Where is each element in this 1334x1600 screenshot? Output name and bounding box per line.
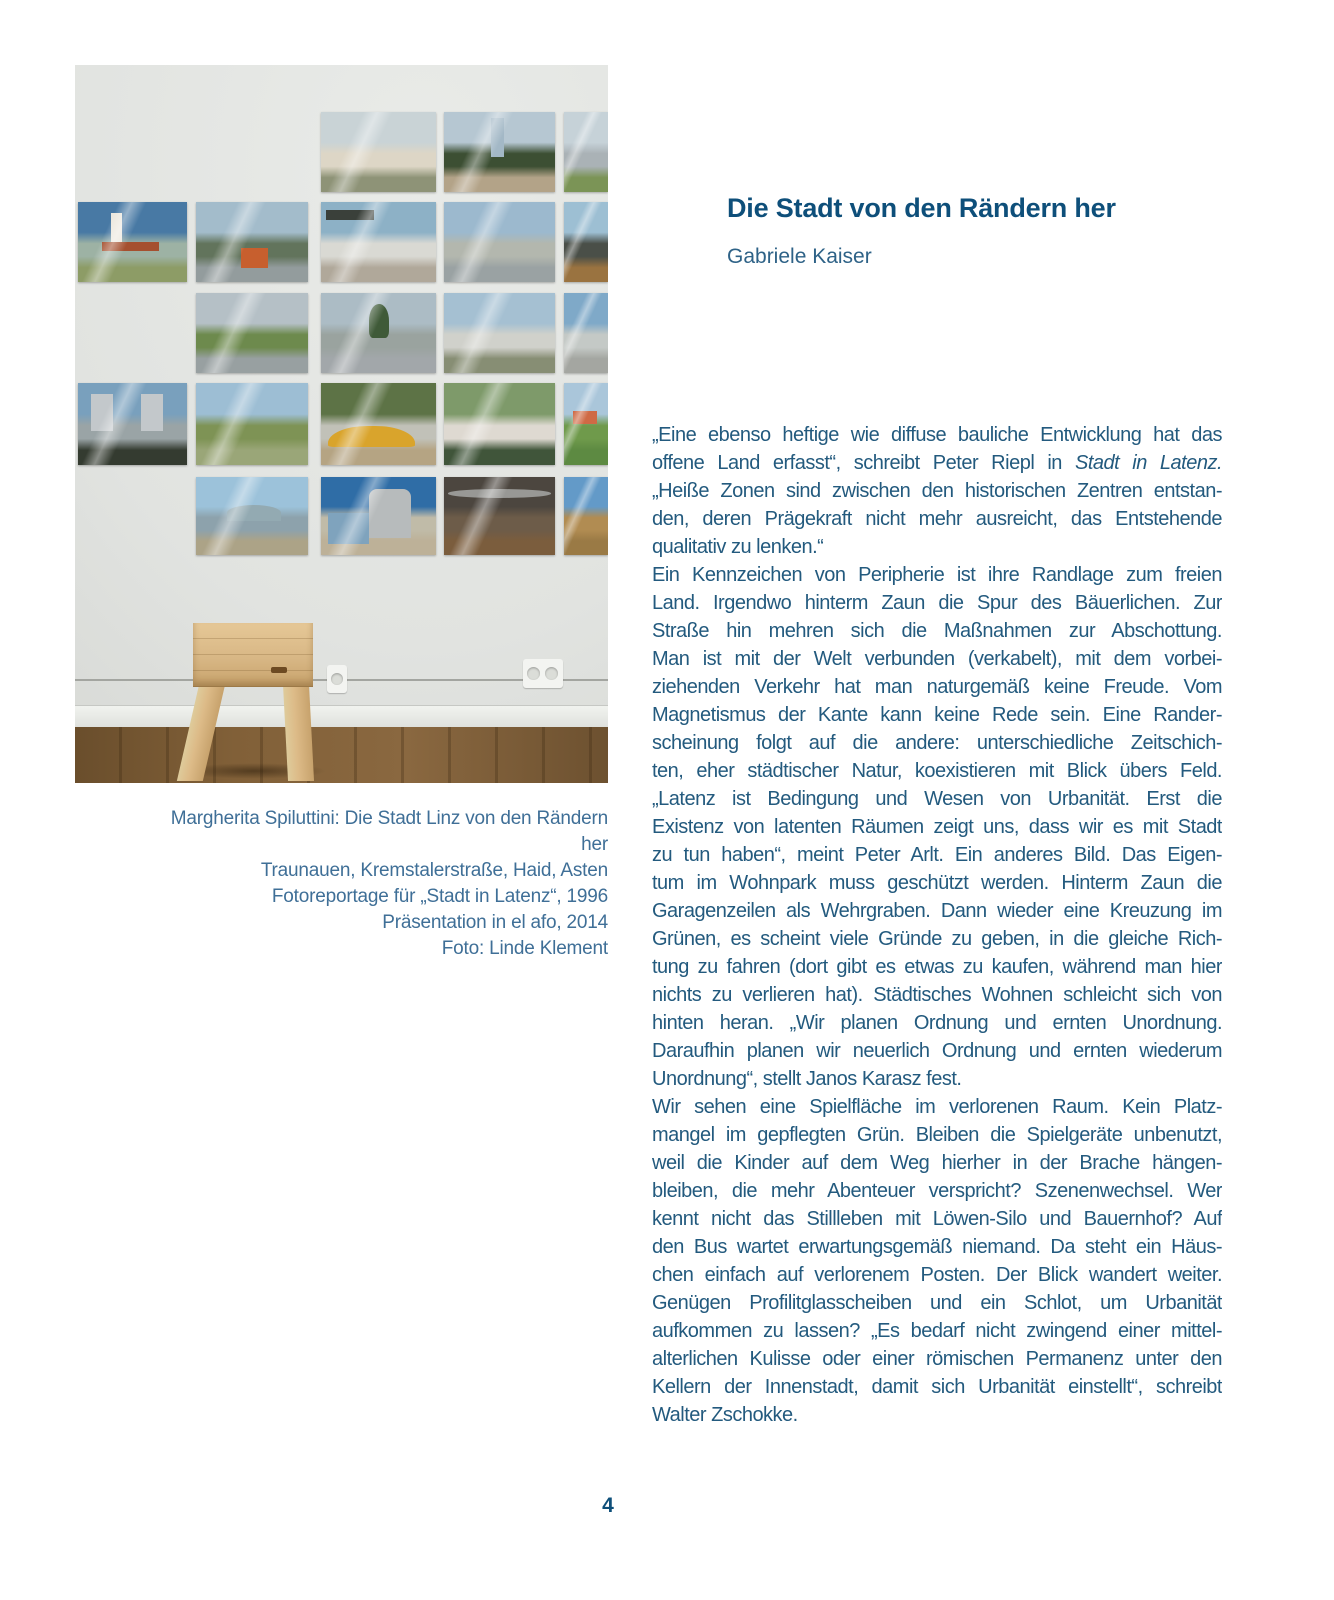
body-line: „Eine ebenso heftige wie diffuse bauliche Entwicklung hat das	[652, 424, 1222, 446]
wall-photo-tanzbar-building	[321, 202, 436, 282]
photo-detail	[369, 489, 410, 537]
body-line: qualitativ zu lenken.“	[652, 536, 824, 558]
photo-detail	[227, 505, 281, 521]
photo-detail	[573, 411, 597, 424]
caption-line: Präsentation in el afo, 2014	[382, 912, 608, 933]
photo-detail	[328, 426, 415, 447]
wall-photo-industrial-concrete-silos	[78, 383, 187, 465]
body-line: Grünen, es scheint viele Gründe zu geben, in die gleiche Rich-	[652, 928, 1222, 950]
power-outlet-single	[327, 665, 347, 693]
baseboard	[75, 705, 608, 728]
wall-photo-dark-hall-interior	[444, 477, 555, 555]
wall-photo-straight-road-tall-tree	[321, 293, 436, 373]
caption-line: Traunauen, Kremstalerstraße, Haid, Asten	[260, 860, 608, 881]
photo-detail	[328, 513, 369, 544]
body-line: hinten heran. „Wir planen Ordnung und ernten Unordnung.	[652, 1012, 1222, 1034]
body-line: Land. Irgendwo hinterm Zaun die Spur des Bäuerlichen. Zur	[652, 592, 1222, 614]
photo-detail	[102, 242, 159, 251]
photo-detail	[326, 210, 374, 220]
power-outlet-double	[523, 659, 563, 688]
body-line: kennt nicht das Stillleben mit Löwen-Silo und Bauernhof? Auf	[652, 1208, 1222, 1230]
page-number: 4	[602, 1494, 614, 1517]
body-line: den Bus wartet erwartungsgemäß niemand. Da steht ein Häus-	[652, 1236, 1222, 1258]
body-line: Daraufhin planen wir neuerlich Ordnung und ernten wiederum	[652, 1040, 1222, 1062]
body-line: bleiben, die mehr Abenteuer verspricht? Szenenwechsel. Wer	[652, 1180, 1222, 1202]
wall-photo-tower-and-poplars	[444, 112, 555, 192]
body-line: Kellern der Innenstadt, damit sich Urbanität einstellt“, schreibt	[652, 1376, 1222, 1398]
wall-photo-green-field-pylon-glare	[196, 293, 308, 373]
body-line: offene Land erfasst“, schreibt Peter Riepl in Stadt in Latenz.	[652, 452, 1222, 474]
body-line: Straße hin mehren sich die Maßnahmen zur Abschottung.	[652, 620, 1222, 642]
body-line: Existenz von latenten Räumen zeigt uns, dass wir es mit Stadt	[652, 816, 1222, 838]
photo-detail	[91, 394, 113, 430]
body-line: Ein Kennzeichen von Peripherie ist ihre Randlage zum freien	[652, 564, 1222, 586]
wall-photo-yellow-sportscar-camper	[321, 383, 436, 465]
photo-detail	[241, 248, 268, 267]
body-line: Garagenzeilen als Wehrgraben. Dann wieder eine Kreuzung im	[652, 900, 1222, 922]
wall-photo-glare-blue-building	[564, 293, 608, 373]
caption-line: Foto: Linde Klement	[441, 938, 608, 959]
figure-caption	[150, 806, 608, 962]
body-line: alterlichen Kulisse oder einer römischen Permanenz unter den	[652, 1348, 1222, 1370]
wooden-stool	[193, 623, 313, 687]
wood-floor	[75, 727, 608, 783]
exhibition-photograph	[75, 65, 608, 783]
stool-stamp	[271, 667, 287, 673]
stool-leg	[283, 685, 314, 781]
wall-photo-blue-house-round-silo	[321, 477, 436, 555]
wall-photo-street-bus-highrise	[196, 202, 308, 282]
caption-line: Margherita Spiluttini: Die Stadt Linz von den Rändern her	[170, 808, 608, 855]
body-line: „Latenz ist Bedingung und Wesen von Urbanität. Erst die	[652, 788, 1222, 810]
body-line: Walter Zschokke.	[652, 1404, 798, 1426]
body-line: scheinung folgt auf die andere: unterschiedliche Zeitschich-	[652, 732, 1222, 754]
wall-photo-white-house-with-trees	[321, 112, 436, 192]
body-line: Unordnung“, stellt Janos Karasz fest.	[652, 1068, 962, 1090]
caption-line: Fotoreportage für „Stadt in Latenz“, 1996	[271, 886, 608, 907]
photo-detail	[369, 304, 389, 338]
wall-photo-parking-lot-cars	[564, 112, 608, 192]
body-line: den, deren Prägekraft nicht mehr ausreicht, das Entstehende	[652, 508, 1222, 530]
wall-photo-meadow-billboards-clouds	[196, 383, 308, 465]
body-line: Magnetismus der Kante kann keine Rede sein. Eine Rander-	[652, 704, 1222, 726]
body-line: ten, eher städtischer Natur, koexistieren mit Blick übers Feld.	[652, 760, 1222, 782]
body-line: Genügen Profilitglasscheiben und ein Schlot, um Urbanität	[652, 1292, 1222, 1314]
wall-photo-meadow-tower-farmhouse	[78, 202, 187, 282]
article-body	[652, 421, 1222, 1429]
wall-photo-lawn-red-roof-house	[564, 383, 608, 465]
wall-photo-field-and-silo	[564, 202, 608, 282]
photo-detail	[141, 394, 163, 430]
body-line: „Heiße Zonen sind zwischen den historischen Zentren entstan-	[652, 480, 1222, 502]
body-line: tum im Wohnpark muss geschützt werden. Hinterm Zaun die	[652, 872, 1222, 894]
body-line: nichts zu verlieren hat). Städtisches Wohnen schleicht sich von	[652, 984, 1222, 1006]
body-line: weil die Kinder auf dem Weg hierher in der Brache hängen-	[652, 1152, 1222, 1174]
wall-photo-road-junction-houses	[444, 202, 555, 282]
body-line: zu tun haben“, meint Peter Arlt. Ein anderes Bild. Das Eigen-	[652, 844, 1222, 866]
body-line: mangel im gepflegten Grün. Bleiben die Spielgeräte unbenutzt,	[652, 1124, 1222, 1146]
body-line: tung zu fahren (dort gibt es etwas zu kaufen, während man hier	[652, 956, 1222, 978]
wall-photo-road-to-dome-structure	[196, 477, 308, 555]
wall-photo-plowed-field	[564, 477, 608, 555]
wall-photo-white-house-hedge	[444, 383, 555, 465]
body-line: aufkommen zu lassen? „Es bedarf nicht zwingend einer mittel-	[652, 1320, 1222, 1342]
photo-detail	[111, 213, 122, 250]
photo-detail	[491, 118, 504, 156]
wall-photo-flat-building-van	[444, 293, 555, 373]
photo-detail	[448, 489, 550, 498]
body-line: ziehenden Verkehr hat man naturgemäß keine Freude. Vom	[652, 676, 1222, 698]
body-line: chen einfach auf verlorenem Posten. Der Blick wandert weiter.	[652, 1264, 1222, 1286]
article-title: Die Stadt von den Rändern her	[727, 193, 1116, 223]
body-line: Man ist mit der Welt verbunden (verkabelt), mit dem vorbei-	[652, 648, 1222, 670]
body-line: Wir sehen eine Spielfläche im verlorenen Raum. Kein Platz-	[652, 1096, 1222, 1118]
article-author: Gabriele Kaiser	[727, 245, 872, 268]
